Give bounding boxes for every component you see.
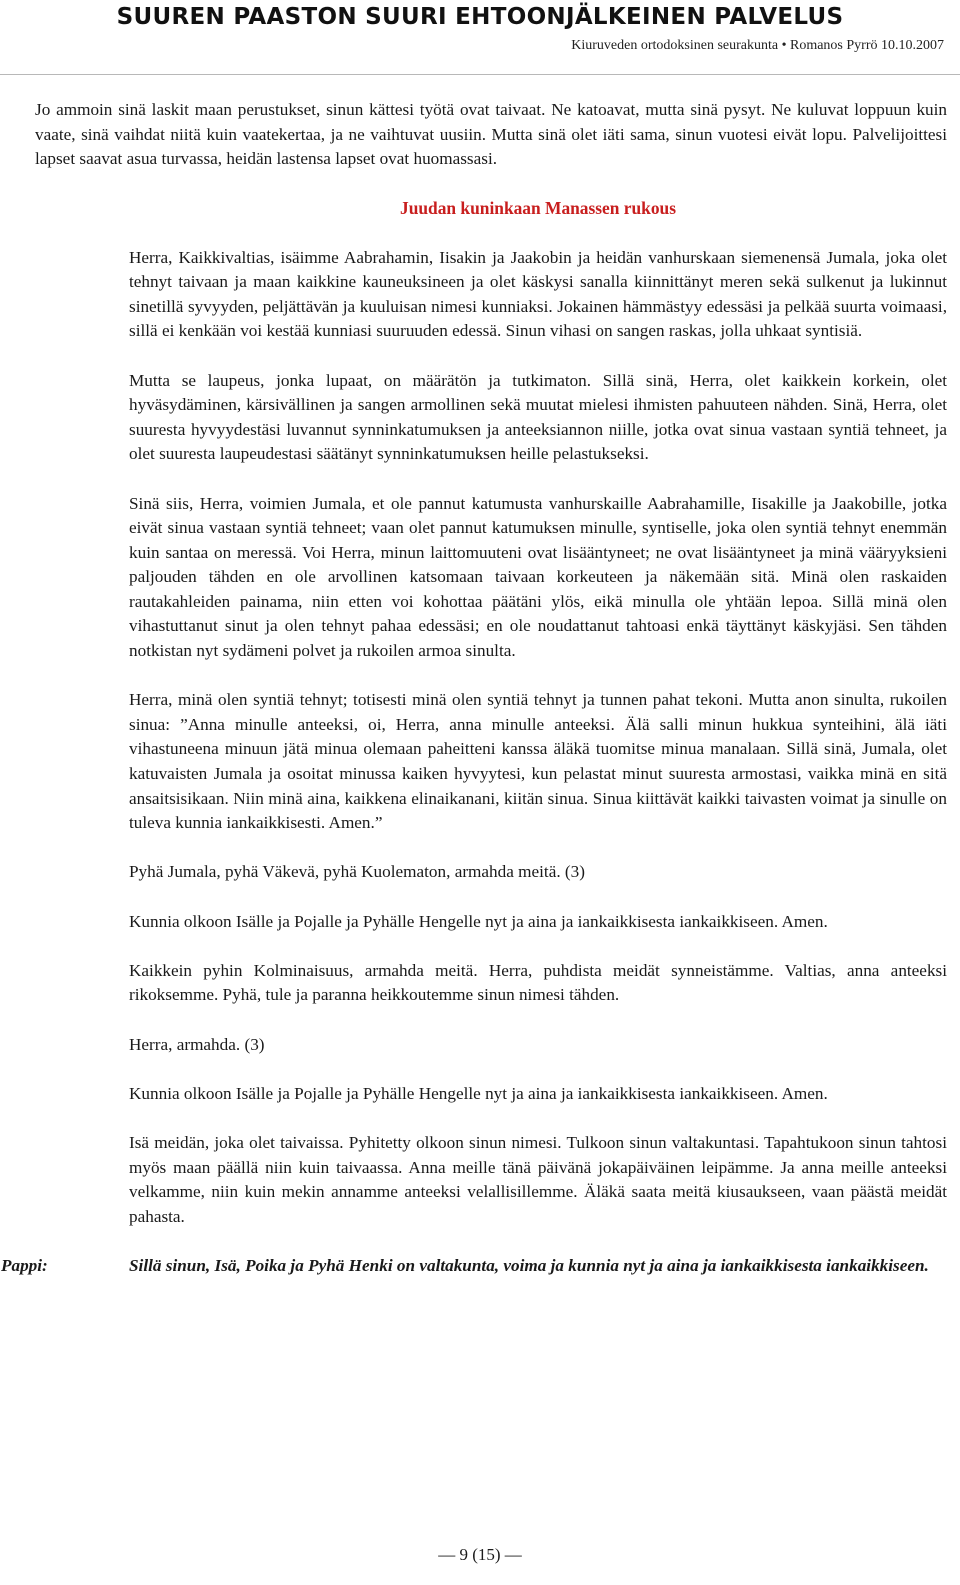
section-heading: Juudan kuninkaan Manassen rukous: [400, 198, 676, 219]
speaker-text: Sillä sinun, Isä, Poika ja Pyhä Henki on valtakunta, voima ja kunnia nyt ja aina ja iankaikkisesta iankaikkiseen.: [129, 1255, 929, 1275]
page-header: [0, 0, 960, 75]
paragraph-9: Kunnia olkoon Isälle ja Pojalle ja Pyhälle Hengelle nyt ja aina ja iankaikkisesta iankaikkiseen. Amen.: [129, 1083, 828, 1103]
paragraph-7: Kaikkein pyhin Kolminaisuus, armahda meitä. Herra, puhdista meidät synneistämme. Valtias, anna anteeksi rikoksemme. Pyhä, tule ja paranna heikkoutemme sinun nimesi tähden.: [129, 960, 947, 1005]
paragraph-6: Kunnia olkoon Isälle ja Pojalle ja Pyhälle Hengelle nyt ja aina ja iankaikkisesta iankaikkiseen. Amen.: [129, 911, 828, 931]
paragraph-1: Herra, Kaikkivaltias, isäimme Aabrahamin, Iisakin ja Jaakobin ja heidän vanhurskaan siemenensä Jumala, joka olet tehnyt taivaan ja maan kaikkine kauneuksineen ja olet käskysi sanalla kiinnittänyt meren sekä sulkenut ja lukinnut sinetillä syvyyden, peljättävän ja kuuluisan nimesi kunniaksi. Jokainen hämmästyy edessäsi ja pelkää suurta voimaasi, sillä ei kenkään voi kestää kunniasi suuruuden edessä. Sinun vihasi on sangen raskas, jolla uhkaat syntisiä.: [129, 247, 947, 341]
paragraph-2: Mutta se laupeus, jonka lupaat, on määrätön ja tutkimaton. Sillä sinä, Herra, olet kaikkein korkein, olet hyväsydäminen, kärsivällinen ja sangen armollinen sekä muutat mielesi ihmisten pahuuteen nähden. Sinä, Herra, olet suuresta hyvyydestäsi luvannut synninkatumuksen ja anteeksiannon niille, jotka ovat sinua vastaan syntiä tehneet, ja olet suuresta laupeudestasi säätänyt synninkatumuksen heille pelastukseksi.: [129, 370, 947, 464]
paragraph-4: Herra, minä olen syntiä tehnyt; totisesti minä olen syntiä tehnyt ja tunnen pahat tekoni. Mutta anon sinulta, rukoilen sinua: ”Anna minulle anteeksi, oi, Herra, anna minulle anteeksi. Älä salli minun hukkua synteihini, älä iäti vihastuneena minuun jätä minua olemaan paheitteni kanssa äläkä tuomitse minua manalaan. Sillä sinä, Jumala, olet katuvaisten Jumala ja osoitat minussa kaiken hyvyytesi, kun pelastat minut suuresta armostasi, vaikka minä en sitä ansaitsisikaan. Niin minä aina, kaikkena elinaikanani, kiitän sinua. Sinua kiittävät kaikki taivasten voimat ja sinulle on tuleva kunnia iankaikkisesti. Amen.”: [129, 690, 947, 833]
page-content: [1, 98, 947, 1279]
paragraph-8: Herra, armahda. (3): [129, 1034, 265, 1054]
speaker-label: Pappi:: [1, 1255, 48, 1275]
paragraph-5: Pyhä Jumala, pyhä Väkevä, pyhä Kuolematon, armahda meitä. (3): [129, 862, 585, 882]
pappi-line: [1, 1254, 947, 1279]
paragraph-10: Isä meidän, joka olet taivaissa. Pyhitetty olkoon sinun nimesi. Tulkoon sinun valtakuntasi. Tapahtukoon sinun tahtosi myös maan päällä niin kuin taivaassa. Anna meille tänä päivänä jokapäiväinen leipämme. Ja anna meille anteeksi velkamme, niin kuin mekin annamme anteeksi velallisillemme. Äläkä saata meitä kiusaukseen, vaan päästä meidät pahasta.: [129, 1132, 947, 1226]
document-subtitle: Kiuruveden ortodoksinen seurakunta • Romanos Pyrrö 10.10.2007: [571, 38, 944, 53]
paragraph-3: Sinä siis, Herra, voimien Jumala, et ole pannut katumusta vanhurskaille Aabrahamille, Iisakille ja Jaakobille, jotka eivät sinua vastaan syntiä tehneet; vaan olet pannut katumuksen minulle, syntiselle, joka olen syntiä tehnyt enemmän kuin santaa on meressä. Voi Herra, minun laittomuuteni ovat lisääntyneet; ne ovat lisääntyneet ja minä vääryyksieni paljouden tähden en ole arvollinen katsomaan taivaan korkeuteen ja näkemään sitä. Minä olen raskaiden rautakahleiden painama, niin etten voi kohottaa päätäni ylös, eikä minulla ole yhtään lepoa. Sillä minä olen vihastuttanut sinut ja olen tehnyt pahaa edessäsi; en ole noudattanut tahtoasi enkä täyttänyt käskyjäsi. Sen tähden notkistan nyt sydämeni polvet ja rukoilen armoa sinulta.: [129, 493, 947, 661]
intro-paragraph: Jo ammoin sinä laskit maan perustukset, sinun kättesi työtä ovat taivaat. Ne katoavat, mutta sinä pysyt. Ne kuluvat loppuun kuin vaate, sinä vaihdat niitä kuin vaatekertaa, ja ne vaihtuvat uusiin. Mutta sinä olet iäti sama, sinun vuotesi eivät lopu. Palvelijoittesi lapset saavat asua turvassa, heidän lastensa lapset ovat huomassasi.: [35, 100, 947, 169]
page-number: — 9 (15) —: [438, 1545, 522, 1564]
document-title: SUUREN PAASTON SUURI EHTOONJÄLKEINEN PALVELUS: [116, 4, 844, 30]
